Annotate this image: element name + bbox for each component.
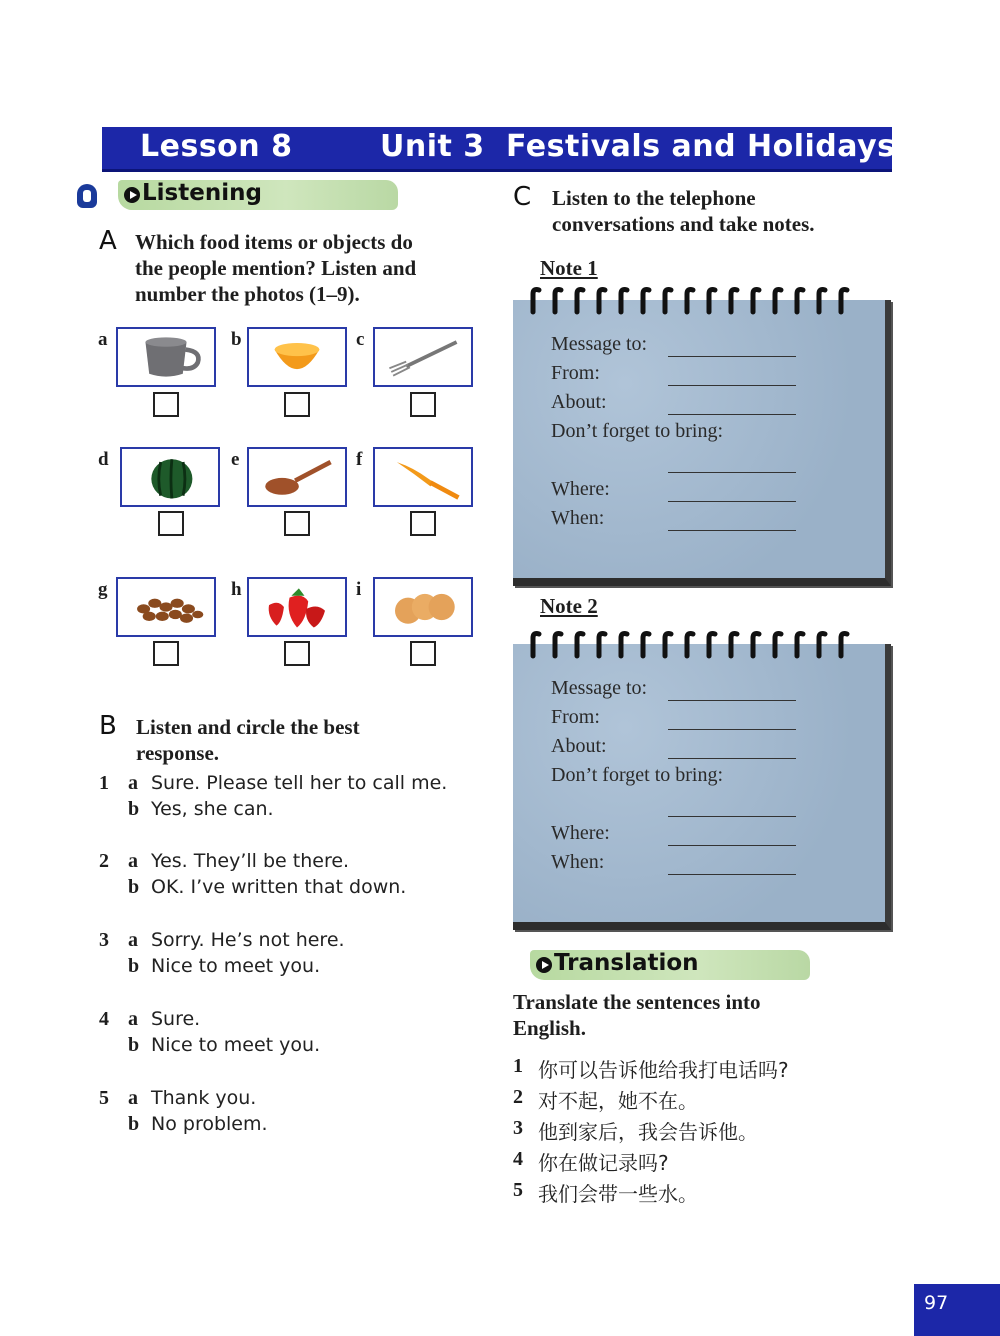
cup-icon <box>118 329 214 385</box>
section-b-letter: B <box>99 711 117 741</box>
photo-e <box>247 447 347 507</box>
translation-label: Translation <box>554 950 699 976</box>
sentence-number: 4 <box>513 1148 523 1170</box>
unit-name: Festivals and Holidays <box>506 129 896 164</box>
option-b-text[interactable]: No problem. <box>151 1113 268 1135</box>
unit-title: Unit 3 <box>380 129 485 164</box>
photo-a <box>116 327 216 387</box>
watermelon-icon <box>122 449 218 505</box>
question-number: 4 <box>99 1008 109 1030</box>
option-a-letter: a <box>128 850 138 872</box>
instruction-line: number the photos (1–9). <box>135 282 360 306</box>
play-icon <box>124 187 140 203</box>
fork-icon <box>375 329 471 385</box>
answer-box-e[interactable] <box>284 511 310 536</box>
section-c-letter: C <box>513 182 532 212</box>
instruction-line: conversations and take notes. <box>552 212 815 236</box>
page-number: 97 <box>924 1292 949 1314</box>
photo-b <box>247 327 347 387</box>
option-a-letter: a <box>128 929 138 951</box>
option-a-text[interactable]: Thank you. <box>151 1087 257 1109</box>
answer-box-f[interactable] <box>410 511 436 536</box>
question-number: 1 <box>99 772 109 794</box>
option-b-text[interactable]: Yes, she can. <box>151 798 274 820</box>
instruction-line: Listen to the telephone <box>552 186 756 210</box>
sentence-number: 5 <box>513 1179 523 1201</box>
photo-label-f: f <box>356 449 363 470</box>
listening-label: Listening <box>142 180 262 206</box>
photo-i <box>373 577 473 637</box>
when-line[interactable] <box>668 874 796 875</box>
message-to-line[interactable] <box>668 700 796 701</box>
photo-label-g: g <box>98 579 108 600</box>
option-b-letter: b <box>128 798 140 820</box>
sentence-number: 3 <box>513 1117 523 1139</box>
answer-box-i[interactable] <box>410 641 436 666</box>
option-b-letter: b <box>128 1113 140 1135</box>
option-b-text[interactable]: Nice to meet you. <box>151 1034 321 1056</box>
lesson-title: Lesson 8 <box>140 129 293 164</box>
about-line[interactable] <box>668 414 796 415</box>
where-line[interactable] <box>668 501 796 502</box>
dont-forget-label: Don’t forget to bring: <box>551 420 724 442</box>
notepad-2 <box>513 644 891 930</box>
when-label: When: <box>551 851 605 873</box>
option-a-text[interactable]: Yes. They’ll be there. <box>151 850 350 872</box>
knife-icon <box>375 449 471 505</box>
spiral-binding-icon <box>513 286 853 316</box>
section-b-instruction <box>136 714 360 766</box>
answer-box-a[interactable] <box>153 392 179 417</box>
photo-d <box>120 447 220 507</box>
instruction-line: response. <box>136 741 220 765</box>
photo-label-b: b <box>231 329 242 350</box>
photo-label-i: i <box>356 579 362 600</box>
translation-instruction <box>513 989 761 1041</box>
from-line[interactable] <box>668 385 796 386</box>
where-label: Where: <box>551 478 610 500</box>
where-label: Where: <box>551 822 610 844</box>
photo-f <box>373 447 473 507</box>
about-label: About: <box>551 735 607 757</box>
where-line[interactable] <box>668 845 796 846</box>
instruction-line: English. <box>513 1016 586 1040</box>
question-number: 3 <box>99 929 109 951</box>
listening-tag <box>118 180 398 210</box>
answer-box-h[interactable] <box>284 641 310 666</box>
spoon-icon <box>249 449 345 505</box>
message-to-line[interactable] <box>668 356 796 357</box>
section-c-instruction <box>552 185 815 237</box>
when-line[interactable] <box>668 530 796 531</box>
option-a-letter: a <box>128 1087 138 1109</box>
photo-g <box>116 577 216 637</box>
sentence-text: 我们会带一些水。 <box>538 1182 698 1206</box>
sentence-number: 1 <box>513 1055 523 1077</box>
question-number: 2 <box>99 850 109 872</box>
instruction-line: Listen and circle the best <box>136 715 360 739</box>
question-number: 5 <box>99 1087 109 1109</box>
strawberries-icon <box>249 579 345 635</box>
option-a-text[interactable]: Sure. <box>151 1008 201 1030</box>
play-icon <box>536 957 552 973</box>
instruction-line: Translate the sentences into <box>513 990 761 1014</box>
message-to-label: Message to: <box>551 677 648 699</box>
photo-h <box>247 577 347 637</box>
option-b-text[interactable]: OK. I’ve written that down. <box>151 876 407 898</box>
note-2-title: Note 2 <box>540 594 598 618</box>
instruction-line: the people mention? Listen and <box>135 256 417 280</box>
from-label: From: <box>551 362 600 384</box>
sentence-text: 你可以告诉他给我打电话吗? <box>538 1058 789 1082</box>
answer-box-d[interactable] <box>158 511 184 536</box>
dont-forget-line[interactable] <box>668 816 796 817</box>
biscuits-icon <box>375 579 471 635</box>
photo-label-e: e <box>231 449 240 470</box>
about-line[interactable] <box>668 758 796 759</box>
page-number-box <box>914 1284 1000 1336</box>
translation-tag <box>530 950 810 980</box>
from-line[interactable] <box>668 729 796 730</box>
note-1-title: Note 1 <box>540 256 598 280</box>
instruction-line: Which food items or objects do <box>135 230 413 254</box>
option-b-letter: b <box>128 876 140 898</box>
option-b-letter: b <box>128 1034 140 1056</box>
sentence-text: 他到家后，我会告诉他。 <box>538 1120 758 1144</box>
option-a-text[interactable]: Sorry. He’s not here. <box>151 929 345 951</box>
photo-c <box>373 327 473 387</box>
photo-label-a: a <box>98 329 108 350</box>
about-label: About: <box>551 391 607 413</box>
photo-label-h: h <box>231 579 242 600</box>
sentence-text: 对不起，她不在。 <box>538 1089 698 1113</box>
section-a-letter: A <box>99 226 117 256</box>
dont-forget-line[interactable] <box>668 472 796 473</box>
dont-forget-label: Don’t forget to bring: <box>551 764 724 786</box>
when-label: When: <box>551 507 605 529</box>
sentence-number: 2 <box>513 1086 523 1108</box>
option-a-text[interactable]: Sure. Please tell her to call me. <box>151 772 448 794</box>
answer-box-b[interactable] <box>284 392 310 417</box>
photo-label-d: d <box>98 449 109 470</box>
from-label: From: <box>551 706 600 728</box>
answer-box-c[interactable] <box>410 392 436 417</box>
option-b-letter: b <box>128 955 140 977</box>
message-to-label: Message to: <box>551 333 648 355</box>
option-b-text[interactable]: Nice to meet you. <box>151 955 321 977</box>
lesson-banner <box>102 127 896 172</box>
option-a-letter: a <box>128 772 138 794</box>
headphones-icon <box>77 184 97 208</box>
option-a-letter: a <box>128 1008 138 1030</box>
section-a-instruction <box>135 229 416 307</box>
spiral-binding-icon <box>513 630 853 660</box>
sentence-text: 你在做记录吗? <box>538 1151 669 1175</box>
bowl-icon <box>249 329 345 385</box>
nuts-icon <box>118 579 214 635</box>
notepad-1 <box>513 300 891 586</box>
answer-box-g[interactable] <box>153 641 179 666</box>
photo-label-c: c <box>356 329 365 350</box>
